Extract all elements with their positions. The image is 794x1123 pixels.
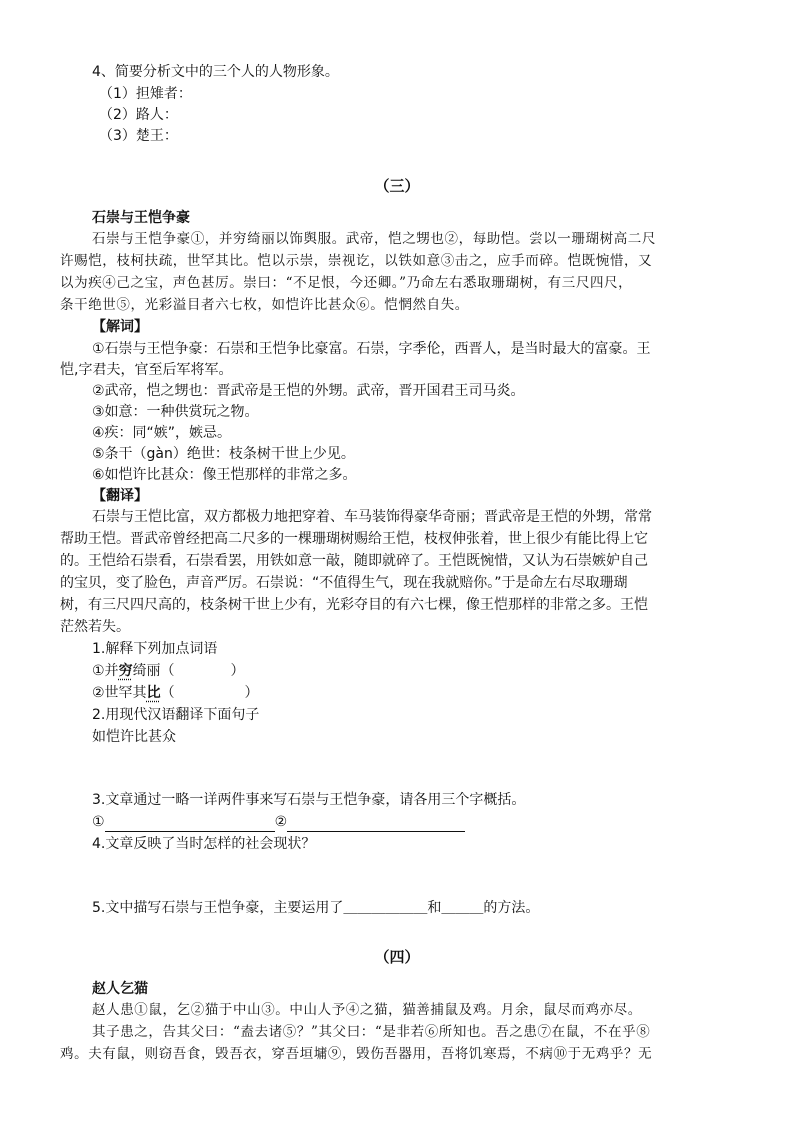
q1b-prefix: ②世罕其 (92, 685, 147, 701)
section-3-title: 石崇与王恺争豪 (92, 210, 190, 226)
translation-line: 树，有三尺四尺高的，枝条树干世上少有，光彩夺目的有六七棵，像王恺那样的非常之多。王恺 (60, 597, 648, 613)
q3-blank-2[interactable] (287, 815, 465, 832)
classical-line: 其子患之，告其父曰：“盍去诸⑤？”其父曰：“是非若⑥所知也。吾之患⑦在鼠，不在乎⑧ (92, 1024, 651, 1040)
answer-line-passerby: （2）路人： (99, 107, 178, 123)
q1a-answer-blank[interactable]: 绮丽（ ） (132, 663, 245, 679)
classical-line: 许赐恺，枝柯扶疏，世罕其比。恺以示崇，崇视讫，以铁如意③击之，应手而碎。恺既惋惜，又 (60, 253, 653, 269)
note-line: 恺,字君夫，官至后军将军。 (60, 362, 233, 378)
note-line: ④疾：同“嫉”，嫉忌。 (92, 425, 232, 441)
note-line: ⑥如恺许比甚众：像王恺那样的非常之多。 (92, 467, 357, 483)
classical-line: 鸡。夫有鼠，则窃吾食，毁吾衣，穿吾垣墉⑨，毁伤吾器用，吾将饥寒焉，不病⑩于无鸡乎？无 (60, 1046, 653, 1062)
classical-line: 条干绝世⑤，光彩溢目者六七枚，如恺许比甚众⑥。恺惘然自失。 (60, 297, 469, 313)
note-line: ③如意：一种供赏玩之物。 (92, 404, 259, 420)
translation-line: 的。王恺给石崇看，石崇看罢，用铁如意一敲，随即就碎了。王恺既惋惜，又认为石崇嫉妒自己 (60, 553, 648, 569)
answer-line-pheasant-carrier: （1）担雉者： (99, 86, 192, 102)
question-2-prompt: 2.用现代汉语翻译下面句子 (92, 707, 260, 723)
q1a-prefix: ①并 (92, 663, 119, 679)
q3-label-1: ① (92, 814, 105, 830)
section-4-title: 赵人乞猫 (92, 981, 148, 997)
translation-line: 茫然若失。 (60, 619, 130, 635)
question-4-prompt: 4、简要分析文中的三个人的人物形象。 (92, 64, 339, 80)
translation-line: 的宝贝，变了脸色，声音严厉。石崇说：“不值得生气，现在我就赔你。”于是命左右尽取珊瑚 (60, 575, 628, 591)
question-3-prompt: 3.文章通过一略一详两件事来写石崇与王恺争豪，请各用三个字概括。 (92, 792, 526, 808)
question-1b (92, 683, 259, 703)
question-2-sentence: 如恺许比甚众 (92, 729, 176, 745)
translation-line: 石崇与王恺比富，双方都极力地把穿着、车马装饰得豪华奇丽；晋武帝是王恺的外甥，常常 (92, 509, 652, 525)
q3-blank-1[interactable] (105, 815, 275, 832)
question-1-prompt: 1.解释下列加点词语 (92, 641, 218, 657)
q3-label-2: ② (274, 814, 288, 830)
classical-line: 以为疾④己之宝，声色甚厉。崇曰：“不足恨，今还卿。”乃命左右悉取珊瑚树，有三尺四尺， (60, 275, 633, 291)
note-line: ②武帝，恺之甥也：晋武帝是王恺的外甥。武帝，晋开国君王司马炎。 (92, 383, 525, 399)
classical-line: 赵人患①鼠，乞②猫于中山③。中山人予④之猫，猫善捕鼠及鸡。月余，鼠尽而鸡亦尽。 (92, 1002, 642, 1018)
question-4-prompt: 4.文章反映了当时怎样的社会现状？ (92, 836, 316, 852)
fanyi-label: 【翻译】 (92, 488, 148, 504)
q1b-answer-blank[interactable]: （ ） (160, 685, 259, 701)
question-1a (92, 661, 245, 681)
note-line: ①石崇与王恺争豪：石崇和王恺争比豪富。石崇，字季伦，西晋人，是当时最大的富豪。王 (92, 341, 651, 357)
q1a-dotted-word: 穷 (118, 663, 133, 679)
section-4-heading: （四） (374, 948, 420, 966)
q1b-dotted-word: 比 (146, 685, 161, 701)
question-5-prompt: 5.文中描写石崇与王恺争豪，主要运用了＿＿＿＿＿＿和＿＿＿的方法。 (92, 900, 540, 916)
note-line: ⑤条干（gàn）绝世：枝条树干世上少见。 (92, 446, 355, 462)
jieci-label: 【解词】 (92, 319, 148, 335)
question-3-blanks (92, 812, 465, 832)
answer-line-king: （3）楚王： (99, 128, 178, 144)
section-3-heading: （三） (374, 177, 420, 195)
translation-line: 帮助王恺。晋武帝曾经把高二尺多的一棵珊瑚树赐给王恺，枝杈伸张着，世上很少有能比得上它 (60, 531, 648, 547)
classical-line: 石崇与王恺争豪①，并穷绮丽以饰舆服。武帝，恺之甥也②，每助恺。尝以一珊瑚树高二尺 (92, 231, 656, 247)
